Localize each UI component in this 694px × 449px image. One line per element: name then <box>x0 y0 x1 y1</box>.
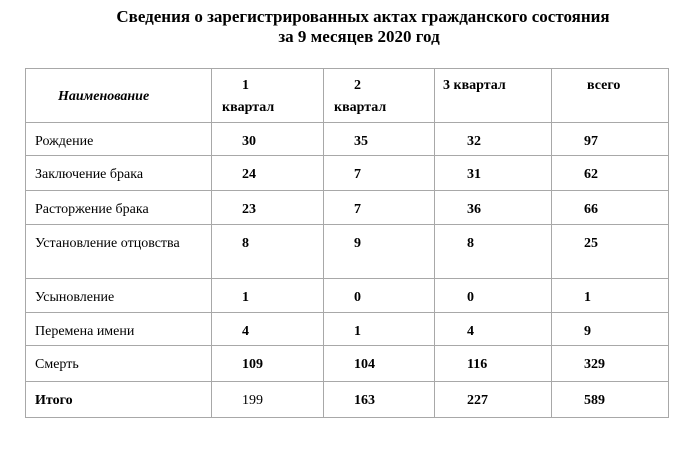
cell-total: 329 <box>552 346 669 382</box>
cell-q1: 4 <box>212 313 324 346</box>
cell-q3: 31 <box>435 156 552 191</box>
cell-total: 97 <box>552 123 669 156</box>
table-row <box>26 313 669 346</box>
cell-q2: 35 <box>324 123 435 156</box>
row-label: Заключение брака <box>26 156 212 191</box>
row-label: Перемена имени <box>26 313 212 346</box>
header-q1-word: квартал <box>222 100 275 115</box>
cell-q3: 8 <box>435 225 552 279</box>
totals-q3: 227 <box>435 382 552 418</box>
header-q2 <box>324 69 435 123</box>
table-row <box>26 346 669 382</box>
cell-q1: 30 <box>212 123 324 156</box>
row-label: Усыновление <box>26 279 212 313</box>
civil-records-table <box>25 68 669 418</box>
cell-total: 66 <box>552 191 669 225</box>
header-name: Наименование <box>26 69 212 123</box>
totals-q1: 199 <box>212 382 324 418</box>
cell-total: 1 <box>552 279 669 313</box>
document-title: Сведения о зарегистрированных актах гражданского состояния <box>116 7 610 26</box>
totals-row <box>26 382 669 418</box>
cell-q1: 24 <box>212 156 324 191</box>
cell-q1: 1 <box>212 279 324 313</box>
cell-q2: 9 <box>324 225 435 279</box>
totals-total: 589 <box>552 382 669 418</box>
cell-q3: 0 <box>435 279 552 313</box>
row-label: Смерть <box>26 346 212 382</box>
table-row <box>26 123 669 156</box>
row-label: Установление отцовства <box>26 225 212 279</box>
header-q2-number: 2 <box>354 78 361 93</box>
totals-label: Итого <box>26 382 212 418</box>
cell-q1: 109 <box>212 346 324 382</box>
cell-q1: 8 <box>212 225 324 279</box>
table-row <box>26 225 669 279</box>
cell-q2: 1 <box>324 313 435 346</box>
table-row <box>26 156 669 191</box>
header-row <box>26 69 669 123</box>
cell-total: 9 <box>552 313 669 346</box>
cell-q3: 36 <box>435 191 552 225</box>
header-q1 <box>212 69 324 123</box>
cell-q3: 116 <box>435 346 552 382</box>
cell-q3: 4 <box>435 313 552 346</box>
header-q2-word: квартал <box>334 100 387 115</box>
row-label: Расторжение брака <box>26 191 212 225</box>
cell-total: 62 <box>552 156 669 191</box>
header-total: всего <box>552 69 669 123</box>
document-subtitle: за 9 месяцев 2020 год <box>278 27 440 46</box>
cell-q1: 23 <box>212 191 324 225</box>
cell-q3: 32 <box>435 123 552 156</box>
table-row <box>26 279 669 313</box>
cell-q2: 104 <box>324 346 435 382</box>
header-q1-number: 1 <box>242 78 249 93</box>
header-q3: 3 квартал <box>435 69 552 123</box>
totals-q2: 163 <box>324 382 435 418</box>
cell-q2: 7 <box>324 156 435 191</box>
cell-total: 25 <box>552 225 669 279</box>
cell-q2: 0 <box>324 279 435 313</box>
cell-q2: 7 <box>324 191 435 225</box>
row-label: Рождение <box>26 123 212 156</box>
table-row <box>26 191 669 225</box>
